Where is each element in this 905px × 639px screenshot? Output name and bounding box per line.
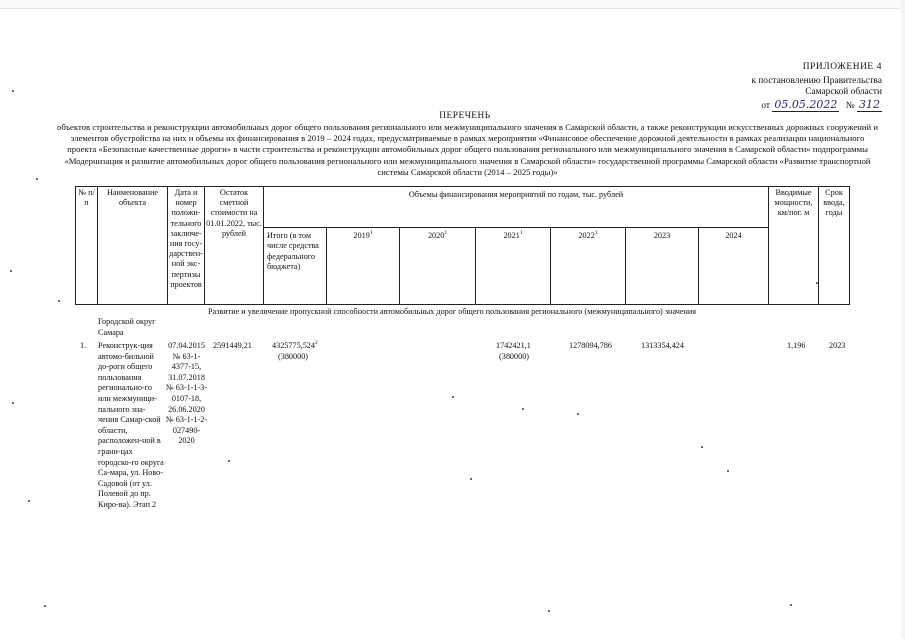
header-year-2023: 2023: [626, 228, 699, 305]
row-term: 2023: [829, 341, 846, 350]
scan-speck: [44, 605, 46, 607]
document-description: объектов строительства и реконструкции автомобильных дорог общего пользования регионального или межмуниципального значения в Самарской области, а также реконструкции искусственных дорожных сооружений и элементов обустройства на них и объемы их финансирования в 2019 – 2024 годах, предусматриваемые в рамках мероприятия «Финансовое обеспечение дорожной деятельности в рамках реализации национального проекта «Безопасные качественные дороги» в части строительства и реконструкции автомобильных дорог общего пользования регионального или межмуниципального значения в Самарской области» подпрограммы «Модернизация и развитие автомобильных дорог общего пользования регионального или межмуниципального значения в Самарской области» государственной программы Самарской области «Развитие транспортной системы Самарской области (2014 – 2025 годы)»: [56, 122, 879, 177]
footnote-mark: 1: [594, 230, 598, 236]
row-total-federal: (380000): [278, 351, 309, 361]
scan-speck: [36, 178, 38, 180]
header-balance: Остаток сметной стоимости на 01.01.2022, тыс. рублей: [205, 187, 264, 305]
document-title: ПЕРЕЧЕНЬ: [439, 111, 491, 121]
header-funding: Объемы финансирования мероприятий по годам, тыс. рублей: [264, 187, 769, 228]
header-year-2021: 2021$^1$: [476, 228, 551, 305]
header-number: № п/п: [76, 187, 98, 305]
row-number: 1.: [80, 341, 87, 350]
row-2021-federal: (380000): [499, 351, 530, 361]
scan-speck: [228, 460, 230, 462]
scan-speck: [790, 604, 792, 606]
row-balance: 2591449,21: [213, 341, 252, 350]
header-object-name: Наименование объекта: [98, 187, 168, 305]
header-total: Итого (в том числе средства федерального бюджета): [264, 228, 327, 305]
appendix-title: ПРИЛОЖЕНИЕ 4: [802, 62, 882, 72]
scan-top-edge: [0, 0, 905, 9]
header-year-2019: 2019$^1$: [327, 228, 400, 305]
appendix-line-1: к постановлению Правительства: [751, 75, 882, 86]
row-expertise: 07.04.2015 № 63-1-4377-15, 31.07.2018 № 63-1-1-3-0107-18, 26.06.2020 № 63-1-1-2-027490-2020: [165, 341, 208, 446]
scan-speck: [522, 408, 524, 410]
from-label: от: [761, 100, 771, 111]
scan-speck: [548, 610, 550, 612]
header-capacity: Вводимые мощности, км/пог. м: [769, 187, 819, 305]
section-title: Развитие и увеличение пропускной способности автомобильных дорог общего пользования регионального (межмуниципального) значения: [208, 307, 697, 316]
scan-speck: [28, 500, 30, 502]
scan-speck: [701, 446, 703, 448]
number-label: №: [845, 100, 855, 111]
scan-speck: [727, 470, 729, 472]
row-district: Городской округ Самара: [98, 317, 156, 337]
scan-speck: [58, 300, 60, 302]
header-year-2022: 2022$^1$: [551, 228, 626, 305]
header-year-2024: 2024: [699, 228, 769, 305]
decree-date: 05.05.2022: [774, 97, 838, 111]
footnote-mark: 2: [314, 340, 318, 346]
row-object-name: Реконструк-ция автомо-бильной до-роги общего пользования регионально-го или межмуници-пального зна-чения Самар-ской области, расположен-ной в грани-цах городско-го округа Са-мара, ул. Ново-Садовой (от ул. Полевой до пр. Киро-ва). Этап 2: [98, 341, 164, 509]
scan-speck: [452, 396, 454, 398]
footnote-mark: 1: [519, 230, 523, 236]
header-term: Срок ввода, годы: [819, 187, 850, 305]
row-2021: [496, 341, 560, 362]
decree-number: 312: [859, 97, 880, 111]
scan-speck: [10, 270, 12, 272]
footnote-mark: 1: [444, 230, 448, 236]
scan-right-edge: [901, 0, 905, 639]
scan-speck: [12, 90, 14, 92]
row-total-value: 4325775,524: [272, 341, 315, 350]
appendix-date-line: [761, 99, 882, 113]
footnote-mark: 1: [369, 230, 373, 236]
scan-speck: [12, 402, 14, 404]
appendix-line-2: Самарской области: [805, 87, 882, 97]
appendix-block: [751, 62, 882, 112]
row-2022: 1278094,786: [569, 341, 612, 350]
row-2023: 1313354,424: [641, 341, 684, 350]
scan-speck: [577, 413, 579, 415]
row-capacity: 1,196: [787, 341, 806, 350]
header-expertise: Дата и номер положи-тельного заключе-ния госу-дарствен-ной экс-пертизы проектов: [168, 187, 205, 305]
header-year-2020: 2020$^1$: [400, 228, 476, 305]
scan-speck: [470, 478, 472, 480]
row-total: [272, 341, 336, 362]
row-2021-value: 1742421,1: [496, 341, 531, 350]
funding-table-header: [75, 186, 850, 305]
